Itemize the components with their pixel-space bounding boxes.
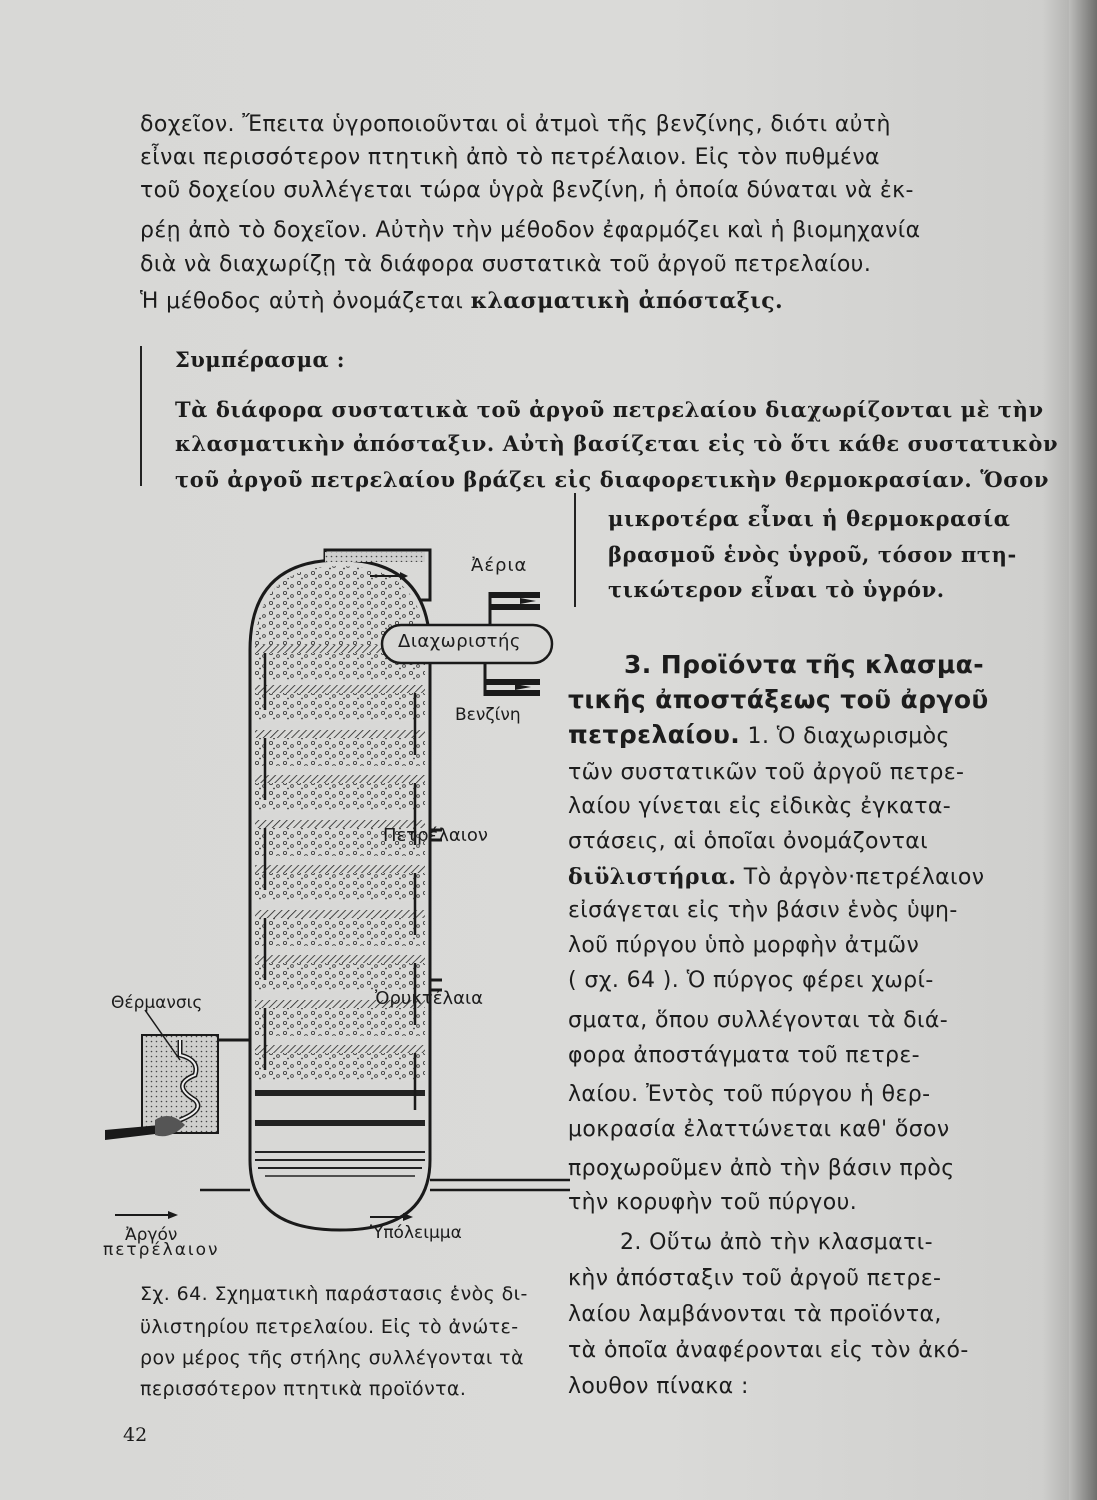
text-line: λαίου λαμβάνονται τὰ προϊόντα, bbox=[568, 1302, 942, 1327]
text-line: τὰ ὁποῖα ἀναφέρονται εἰς τὸν ἀκό- bbox=[568, 1338, 969, 1363]
text-line: διὰ νὰ διαχωρίζῃ τὰ διάφορα συστατικὰ τοῦ ἀργοῦ πετρελαίου. bbox=[140, 252, 872, 277]
caption-line: περισσότερον πτητικὰ προϊόντα. bbox=[140, 1378, 467, 1400]
label-gases: Ἀέρια bbox=[471, 555, 528, 576]
section-heading: τικῆς ἀποστάξεως τοῦ ἀργοῦ bbox=[568, 685, 989, 714]
label-separator: Διαχωριστής bbox=[398, 631, 521, 652]
text-line: εἶναι περισσότερον πτητικὴ ἀπὸ τὸ πετρέλαιον. Εἰς τὸν πυθμένα bbox=[140, 145, 880, 170]
text-line: στάσεις, αἱ ὁποῖαι ὀνομάζονται bbox=[568, 829, 928, 854]
label-heating: Θέρμανσις bbox=[111, 993, 203, 1013]
text-line: εἰσάγεται εἰς τὴν βάσιν ἑνὸς ὑψη- bbox=[568, 898, 958, 923]
summary-line: τικώτερον εἶναι τὸ ὑγρόν. bbox=[608, 577, 945, 602]
text-line: λαίου. Ἐντὸς τοῦ πύργου ἡ θερ- bbox=[568, 1082, 931, 1107]
text-line bbox=[140, 288, 783, 314]
caption-line: Σχ. 64. Σχηματικὴ παράστασις ἑνὸς δι- bbox=[140, 1283, 528, 1305]
text-span: Τὸ ἀργὸν·πετρέλαιον bbox=[736, 865, 985, 890]
caption-line: ρον μέρος τῆς στήλης συλλέγονται τὰ bbox=[140, 1347, 524, 1369]
label-crude-oil: Ἀργόν bbox=[125, 1225, 178, 1245]
summary-left-rule bbox=[140, 346, 142, 486]
text-line: φορα ἀποστάγματα τοῦ πετρε- bbox=[568, 1043, 920, 1068]
text-line: προχωροῦμεν ἀπὸ τὴν βάσιν πρὸς bbox=[568, 1156, 955, 1181]
text-line: τοῦ δοχείου συλλέγεται τώρα ὑγρὰ βενζίνη, ἡ ὁποία δύναται νὰ ἐκ- bbox=[140, 178, 914, 203]
text-line bbox=[568, 864, 984, 890]
summary-line: Τὰ διάφορα συστατικὰ τοῦ ἀργοῦ πετρελαίου διαχωρίζονται μὲ τὴν bbox=[175, 397, 1044, 422]
section-heading: πετρελαίου. bbox=[568, 720, 741, 749]
text-line: ( σχ. 64 ). Ὁ πύργος φέρει χωρί- bbox=[568, 968, 934, 993]
book-spine-shadow bbox=[1069, 0, 1097, 1500]
text-line: ρέῃ ἀπὸ τὸ δοχεῖον. Αὐτὴν τὴν μέθοδον ἐφαρμόζει καὶ ἡ βιομηχανία bbox=[140, 218, 921, 243]
label-petroleum: Πετρέλαιον bbox=[383, 825, 488, 846]
text-line: μοκρασία ἐλαττώνεται καθ' ὅσον bbox=[568, 1117, 950, 1142]
text-span: 1. Ὁ διαχωρισμὸς bbox=[740, 724, 950, 749]
summary-right-rule bbox=[574, 493, 576, 607]
text-line: τῶν συστατικῶν τοῦ ἀργοῦ πετρε- bbox=[568, 760, 965, 785]
key-term: διϋλιστήρια. bbox=[568, 864, 737, 890]
text-line: λαίου γίνεται εἰς εἰδικὰς ἐγκατα- bbox=[568, 794, 952, 819]
summary-title: Συμπέρασμα : bbox=[175, 347, 345, 372]
text-line bbox=[568, 720, 950, 749]
key-term: κλασματικὴ ἀπόσταξις. bbox=[470, 288, 784, 314]
text-line: 2. Οὕτω ἀπὸ τὴν κλασματι- bbox=[620, 1230, 933, 1255]
text-line: λουθον πίνακα : bbox=[568, 1374, 749, 1399]
label-crude-oil-2: πετρέλαιον bbox=[103, 1240, 220, 1260]
summary-line: βρασμοῦ ἑνὸς ὑγροῦ, τόσον πτη- bbox=[608, 542, 1017, 567]
text-line: δοχεῖον. Ἔπειτα ὑγροποιοῦνται οἱ ἀτμοὶ τῆς βενζίνης, διότι αὐτὴ bbox=[140, 112, 891, 137]
label-residue: Ὑπόλειμμα bbox=[370, 1223, 462, 1243]
summary-line: τοῦ ἀργοῦ πετρελαίου βράζει εἰς διαφορετικὴν θερμοκρασίαν. Ὅσον bbox=[175, 467, 1050, 492]
text-line: λοῦ πύργου ὑπὸ μορφὴν ἀτμῶν bbox=[568, 933, 920, 958]
summary-line: μικροτέρα εἶναι ἡ θερμοκρασία bbox=[608, 506, 1011, 531]
text-line: κὴν ἀπόσταξιν τοῦ ἀργοῦ πετρε- bbox=[568, 1266, 942, 1291]
section-heading: 3. Προϊόντα τῆς κλασμα- bbox=[624, 650, 985, 679]
label-lubricants: Ὀρυκτέλαια bbox=[375, 988, 483, 1009]
summary-line: κλασματικὴν ἀπόσταξιν. Αὐτὴ βασίζεται εἰς τὸ ὅτι κάθε συστατικὸν bbox=[175, 431, 1059, 456]
page-number: 42 bbox=[123, 1424, 148, 1446]
caption-line: ϋλιστηρίου πετρελαίου. Εἰς τὸ ἀνώτε- bbox=[140, 1316, 519, 1338]
text-span: Ἡ μέθοδος αὐτὴ ὀνομάζεται bbox=[140, 289, 471, 314]
label-gasoline: Βενζίνη bbox=[455, 705, 521, 725]
text-line: τὴν κορυφὴν τοῦ πύργου. bbox=[568, 1190, 858, 1215]
text-line: σματα, ὅπου συλλέγονται τὰ διά- bbox=[568, 1008, 949, 1033]
